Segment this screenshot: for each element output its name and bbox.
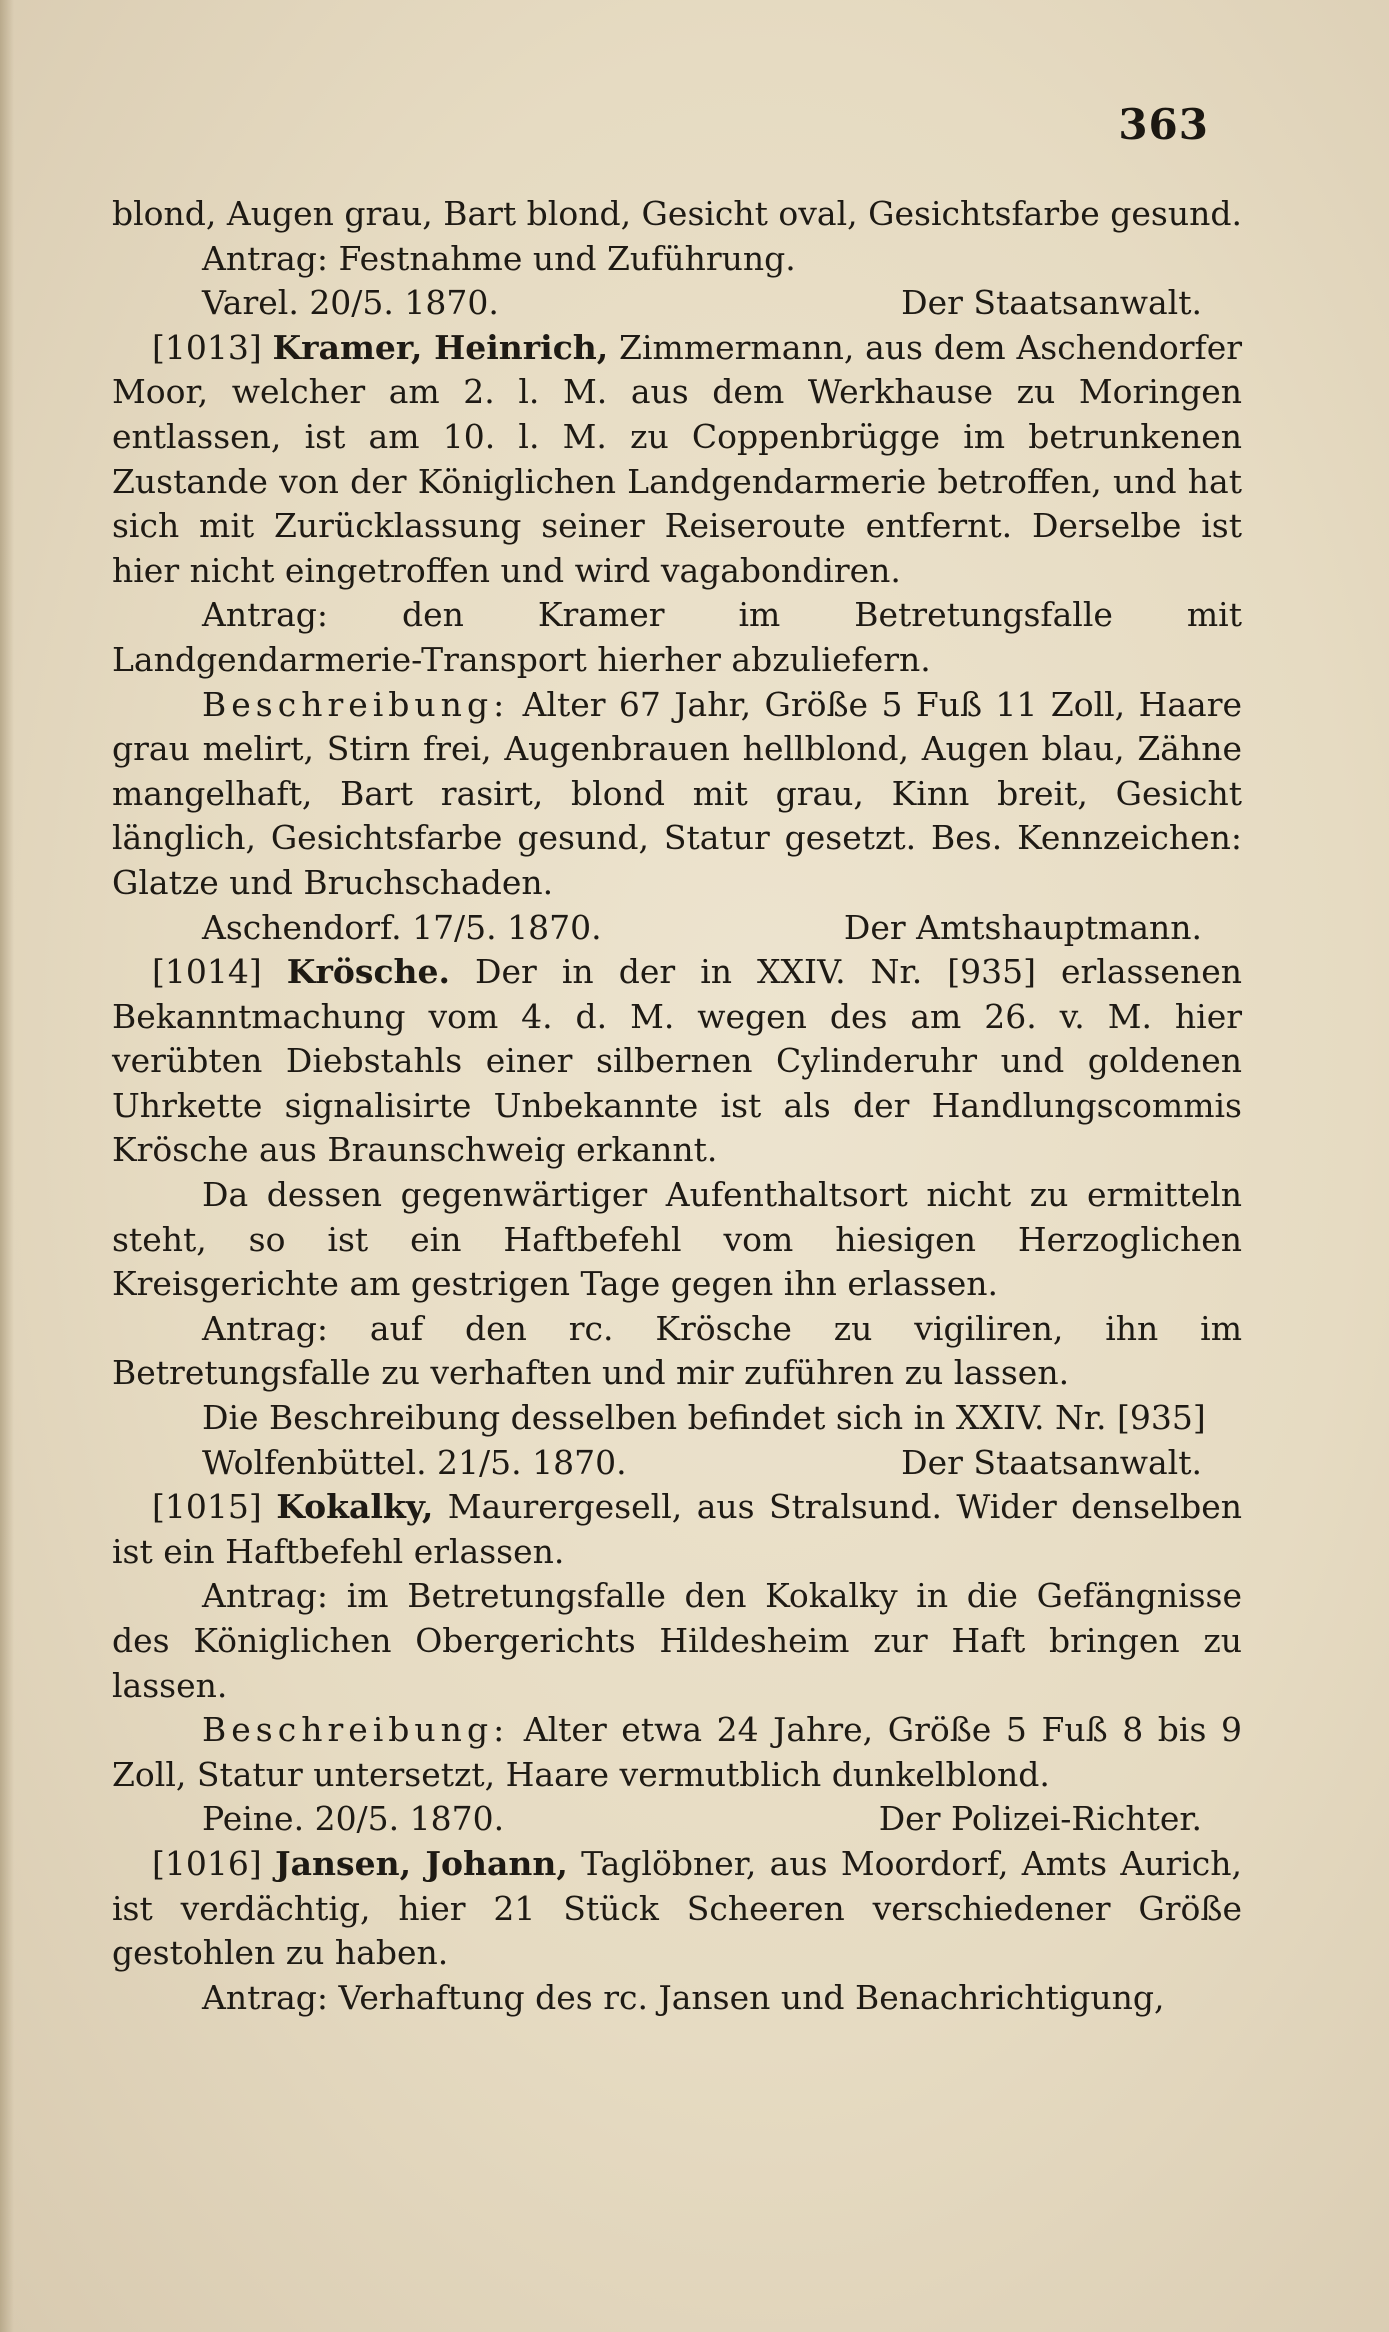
entry-name: Krösche. — [286, 952, 451, 992]
description-text: Alter etwa 24 Jahre, Größe 5 Fuß 8 bis 9 Zoll, Statur untersetzt, Haare vermutblich dunkelblond. — [112, 1710, 1242, 1794]
signature-line — [112, 281, 1242, 326]
signature-authority: Der Staatsanwalt. — [901, 283, 1202, 323]
signature-line — [112, 1441, 1242, 1486]
entry-text: Zimmermann, aus dem Aschendorfer Moor, welcher am 2. l. M. aus dem Werkhause zu Moringen entlassen, ist am 10. l. M. zu Coppenbrügge im betrunkenen Zustande von der Königlichen Landgendarmerie betroffen, und hat sich mit Zurücklassung seiner Reiseroute entfernt. Derselbe ist hier nicht eingetroffen und wird vagabondiren. — [112, 327, 1243, 590]
signature-place-date: Peine. 20/5. 1870. — [202, 1799, 505, 1839]
entry-text: Taglöbner, aus Moordorf, Amts Aurich, ist verdächtig, hier 21 Stück Scheeren verschiedener Größe gestohlen zu haben. — [112, 1843, 1242, 1973]
paragraph-indented: Antrag: Verhaftung des rc. Jansen und Benachrichtigung, — [202, 1977, 1165, 2017]
paragraph: blond, Augen grau, Bart blond, Gesicht oval, Gesichtsfarbe gesund. — [112, 194, 1242, 233]
notice-entry — [112, 1842, 1242, 1976]
signature-authority: Der Polizei-Richter. — [878, 1799, 1202, 1839]
paragraph-indented: Antrag: im Betretungsfalle den Kokalky in die Gefängnisse des Königlichen Obergerichts Hildesheim zur Haft bringen zu lassen. — [112, 1576, 1242, 1705]
entry-number: [1013] — [152, 327, 262, 367]
description-label: Beschreibung: — [202, 684, 510, 724]
entry-text: Der in der in XXIV. Nr. [935] erlassenen Bekanntmachung vom 4. d. M. wegen des am 26. v. M. hier verübten Diebstahls einer silbernen Cylinderuhr und goldenen Uhrkette signalisirte Unbekannte ist als der Handlungscommis Krösche aus Braunschweig erkannt. — [112, 952, 1242, 1170]
entry-name: Kramer, Heinrich, — [272, 327, 609, 367]
entry-name: Kokalky, — [276, 1487, 434, 1527]
entry-number: [1014] — [152, 952, 262, 992]
notice-entry — [112, 326, 1242, 594]
description-text: Alter 67 Jahr, Größe 5 Fuß 11 Zoll, Haare grau melirt, Stirn frei, Augenbrauen hellblond, Augen blau, Zähne mangelhaft, Bart rasirt, blond mit grau, Kinn breit, Gesicht länglich, Gesichtsfarbe gesund, Statur gesetzt. Bes. Kennzeichen: Glatze und Bruchschaden. — [112, 684, 1242, 902]
signature-place-date: Varel. 20/5. 1870. — [202, 283, 499, 323]
signature-line — [112, 1797, 1242, 1842]
description-paragraph — [112, 683, 1242, 906]
signature-place-date: Wolfenbüttel. 21/5. 1870. — [202, 1442, 627, 1482]
paragraph-indented: Antrag: auf den rc. Krösche zu vigiliren, ihn im Betretungsfalle zu verhaften und mir zuführen zu lassen. — [112, 1308, 1242, 1393]
signature-authority: Der Staatsanwalt. — [901, 1442, 1202, 1482]
entry-number: [1016] — [152, 1843, 262, 1883]
description-paragraph — [112, 1708, 1242, 1797]
entry-text: Maurergesell, aus Stralsund. Wider denselben ist ein Haftbefehl erlassen. — [112, 1487, 1242, 1571]
signature-line — [112, 906, 1242, 951]
paragraph-indented: Antrag: Festnahme und Zuführung. — [202, 238, 796, 278]
description-label: Beschreibung: — [202, 1710, 510, 1750]
entry-number: [1015] — [152, 1487, 262, 1527]
page-number: 363 — [1118, 100, 1209, 149]
notice-entry — [112, 1485, 1242, 1574]
signature-place-date: Aschendorf. 17/5. 1870. — [202, 907, 602, 947]
paragraph-indented: Antrag: den Kramer im Betretungsfalle mit Landgendarmerie-Transport hierher abzuliefern. — [112, 595, 1242, 679]
page-binding-shadow — [0, 0, 14, 2332]
page-text — [112, 192, 1242, 2020]
paragraph-indented: Die Beschreibung desselben befindet sich in XXIV. Nr. [935] — [202, 1398, 1206, 1438]
paragraph-indented: Da dessen gegenwärtiger Aufenthaltsort nicht zu ermitteln steht, so ist ein Haftbefehl vom hiesigen Herzoglichen Kreisgerichte am gestrigen Tage gegen ihn erlassen. — [112, 1175, 1242, 1304]
signature-authority: Der Amtshauptmann. — [843, 907, 1202, 947]
entry-name: Jansen, Johann, — [275, 1843, 568, 1883]
notice-entry — [112, 950, 1242, 1173]
